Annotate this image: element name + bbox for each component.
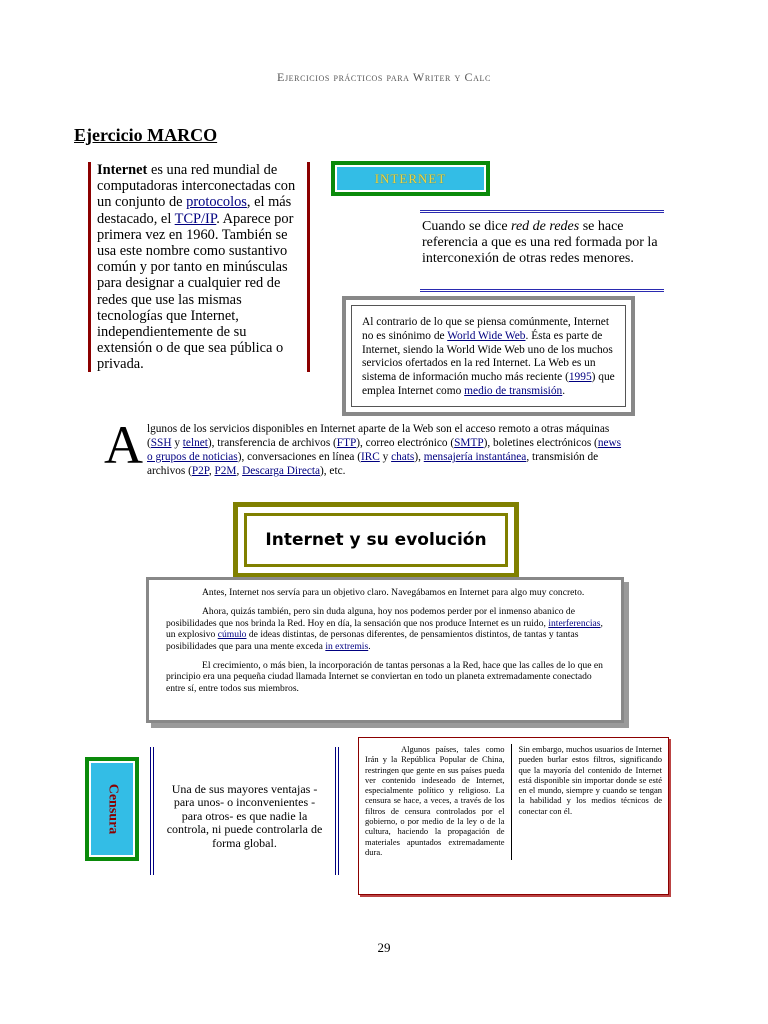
red-de-redes-frame bbox=[420, 210, 664, 292]
censura-columns-frame bbox=[358, 737, 669, 895]
services-text bbox=[104, 415, 626, 479]
text-run: Al contrario de lo que se piensa comúnmente, Internet no es sinónimo de bbox=[362, 316, 610, 342]
internet-definition-text bbox=[97, 162, 307, 373]
evolution-title: Internet y su evolución bbox=[265, 530, 487, 550]
internet-definition-frame bbox=[88, 162, 310, 372]
link-tcp-ip[interactable]: TCP/IP bbox=[174, 210, 217, 227]
text-run: . bbox=[562, 384, 566, 397]
text-run: . Aparece por primera vez en 1960. También se usa este nombre como sustantivo común y por tanto en minúsculas para designar a cualquier red de redes que use las mismas tecnologías que Internet, independientemente de su extensión o de que sea pública o privada. bbox=[97, 210, 294, 373]
link-p2m[interactable]: P2M bbox=[214, 464, 237, 477]
link-1995[interactable]: 1995 bbox=[568, 371, 592, 384]
text-run: . Ésta es parte de Internet, siendo la World Wide Web uno de los muchos servicios ofertados en la red Internet. La Web es un sistema de información mucho más reciente ( bbox=[362, 329, 613, 384]
link-world-wide-web[interactable]: World Wide Web bbox=[447, 329, 526, 342]
link-in-extremis[interactable]: in extremis bbox=[325, 640, 369, 652]
censura-title-frame bbox=[85, 757, 139, 861]
censura-quote-text: Una de sus mayores ventajas -para unos- o inconvenientes -para otros- es que nadie la controla, ni puede controlarla de forma global. bbox=[166, 782, 323, 850]
internet-term: Internet bbox=[97, 162, 148, 178]
censura-column-2 bbox=[512, 744, 663, 894]
web-frame bbox=[342, 296, 635, 416]
text-run: , bbox=[236, 464, 243, 477]
evolution-paragraph-2 bbox=[166, 606, 609, 652]
italic-term: red de redes bbox=[511, 219, 580, 234]
services-paragraph bbox=[104, 415, 626, 479]
link-telnet[interactable]: telnet bbox=[182, 436, 208, 449]
text-run: Cuando se dice bbox=[422, 219, 512, 234]
link-chats[interactable]: chats bbox=[391, 450, 415, 463]
link-protocolos[interactable]: protocolos bbox=[186, 194, 247, 211]
text-run: , bbox=[208, 464, 215, 477]
censura-quote-frame bbox=[150, 747, 339, 875]
text-run: de ideas distintas, de personas diferentes, de pensamientos distintos, de tantas y tantas posibilidades que para una mente exceda bbox=[166, 629, 579, 652]
censura-column-1-text: Algunos países, tales como Irán y la República Popular de China, restringen que gente en sus países pueda ver contenido indeseado de Internet, especialmente político y religioso. La censura se hace, a veces, a través de los filtros de censura controlados por el gobierno, o por medio de la ley o de la cultura, haciendo la propagación de materiales apuntados extremadamente dura. bbox=[365, 744, 505, 857]
internet-title-fill bbox=[337, 167, 484, 190]
censura-column-2-text: Sin embargo, muchos usuarios de Internet pueden burlar estos filtros, significando que la mayoría del contenido de Internet está disponible sin importar donde se esté en el mundo, siempre y cuando se tengan la habilidad y los medios técnicos de conectar con él. bbox=[518, 744, 662, 816]
text-run: , el más destacado, el bbox=[97, 194, 292, 227]
link-ssh[interactable]: SSH bbox=[150, 436, 172, 449]
exercise-title: Ejercicio MARCO bbox=[74, 125, 218, 145]
text-run: ), conversaciones en línea ( bbox=[237, 450, 361, 463]
text-run: , transmisión de archivos ( bbox=[147, 450, 599, 477]
link-interferencias[interactable]: interferencias bbox=[548, 617, 601, 629]
link-descarga-directa[interactable]: Descarga Directa bbox=[242, 464, 321, 477]
text-run: ), bbox=[414, 450, 424, 463]
internet-title-label: INTERNET bbox=[374, 170, 447, 186]
link-irc[interactable]: IRC bbox=[360, 450, 380, 463]
link-mensajeria[interactable]: mensajería instantánea bbox=[423, 450, 527, 463]
evolution-paragraph-3: El crecimiento, o más bien, la incorporación de tantas personas a la Red, hace que las calles de lo que en principio era una pequeña ciudad llamada Internet se conviertan en todo un planeta extremadamente conectado entre sí, entre todos sus miembros. bbox=[166, 660, 603, 694]
running-header: Ejercicios prácticos para Writer y Calc bbox=[277, 70, 491, 84]
censura-title-fill bbox=[91, 763, 133, 855]
link-cumulo[interactable]: cúmulo bbox=[217, 629, 247, 641]
censura-label: Censura bbox=[105, 783, 120, 835]
evolution-paragraph-1: Antes, Internet nos servía para un objetivo claro. Navegábamos en Internet para algo muy concreto. bbox=[202, 587, 585, 598]
text-run: y bbox=[379, 450, 392, 463]
drop-cap: A bbox=[104, 415, 143, 475]
evolution-text-frame bbox=[146, 577, 624, 723]
text-run: ), etc. bbox=[320, 464, 346, 477]
censura-column-1 bbox=[365, 744, 512, 860]
text-run: ), correo electrónico ( bbox=[356, 436, 455, 449]
evolution-title-frame bbox=[233, 502, 519, 578]
link-news[interactable]: news o grupos de noticias bbox=[147, 436, 622, 463]
text-run: Ahora, quizás también, pero sin duda alguna, hoy nos podemos perder por el inmenso abanico de posibilidades que nos brinda la Red. Hoy en día, la sensación que nos produce Internet es un ruido, bbox=[166, 606, 575, 629]
text-run: y bbox=[171, 436, 183, 449]
link-ftp[interactable]: FTP bbox=[336, 436, 357, 449]
text-run: ), boletines electrónicos ( bbox=[483, 436, 598, 449]
text-run: se hace referencia a que es una red formada por la interconexión de otras redes menores. bbox=[422, 219, 658, 267]
internet-title-frame bbox=[331, 161, 490, 196]
web-frame-inner bbox=[351, 305, 626, 407]
text-run: ) que emplea Internet como bbox=[362, 371, 615, 397]
web-text bbox=[362, 316, 617, 399]
text-run: es una red mundial de computadoras interconectadas con un conjunto de bbox=[97, 162, 296, 211]
link-p2p[interactable]: P2P bbox=[191, 464, 209, 477]
link-smtp[interactable]: SMTP bbox=[454, 436, 484, 449]
text-run: , un explosivo bbox=[166, 617, 603, 641]
red-de-redes-text bbox=[422, 219, 664, 268]
page-number: 29 bbox=[377, 940, 391, 955]
evolution-title-inner bbox=[244, 513, 508, 567]
text-run: lgunos de los servicios disponibles en Internet aparte de la Web son el acceso remoto a otras máquinas ( bbox=[147, 423, 610, 449]
text-run: ), transferencia de archivos ( bbox=[207, 436, 337, 449]
text-run: . bbox=[368, 640, 371, 652]
link-medio-de-transmision[interactable]: medio de transmisión bbox=[464, 384, 563, 397]
